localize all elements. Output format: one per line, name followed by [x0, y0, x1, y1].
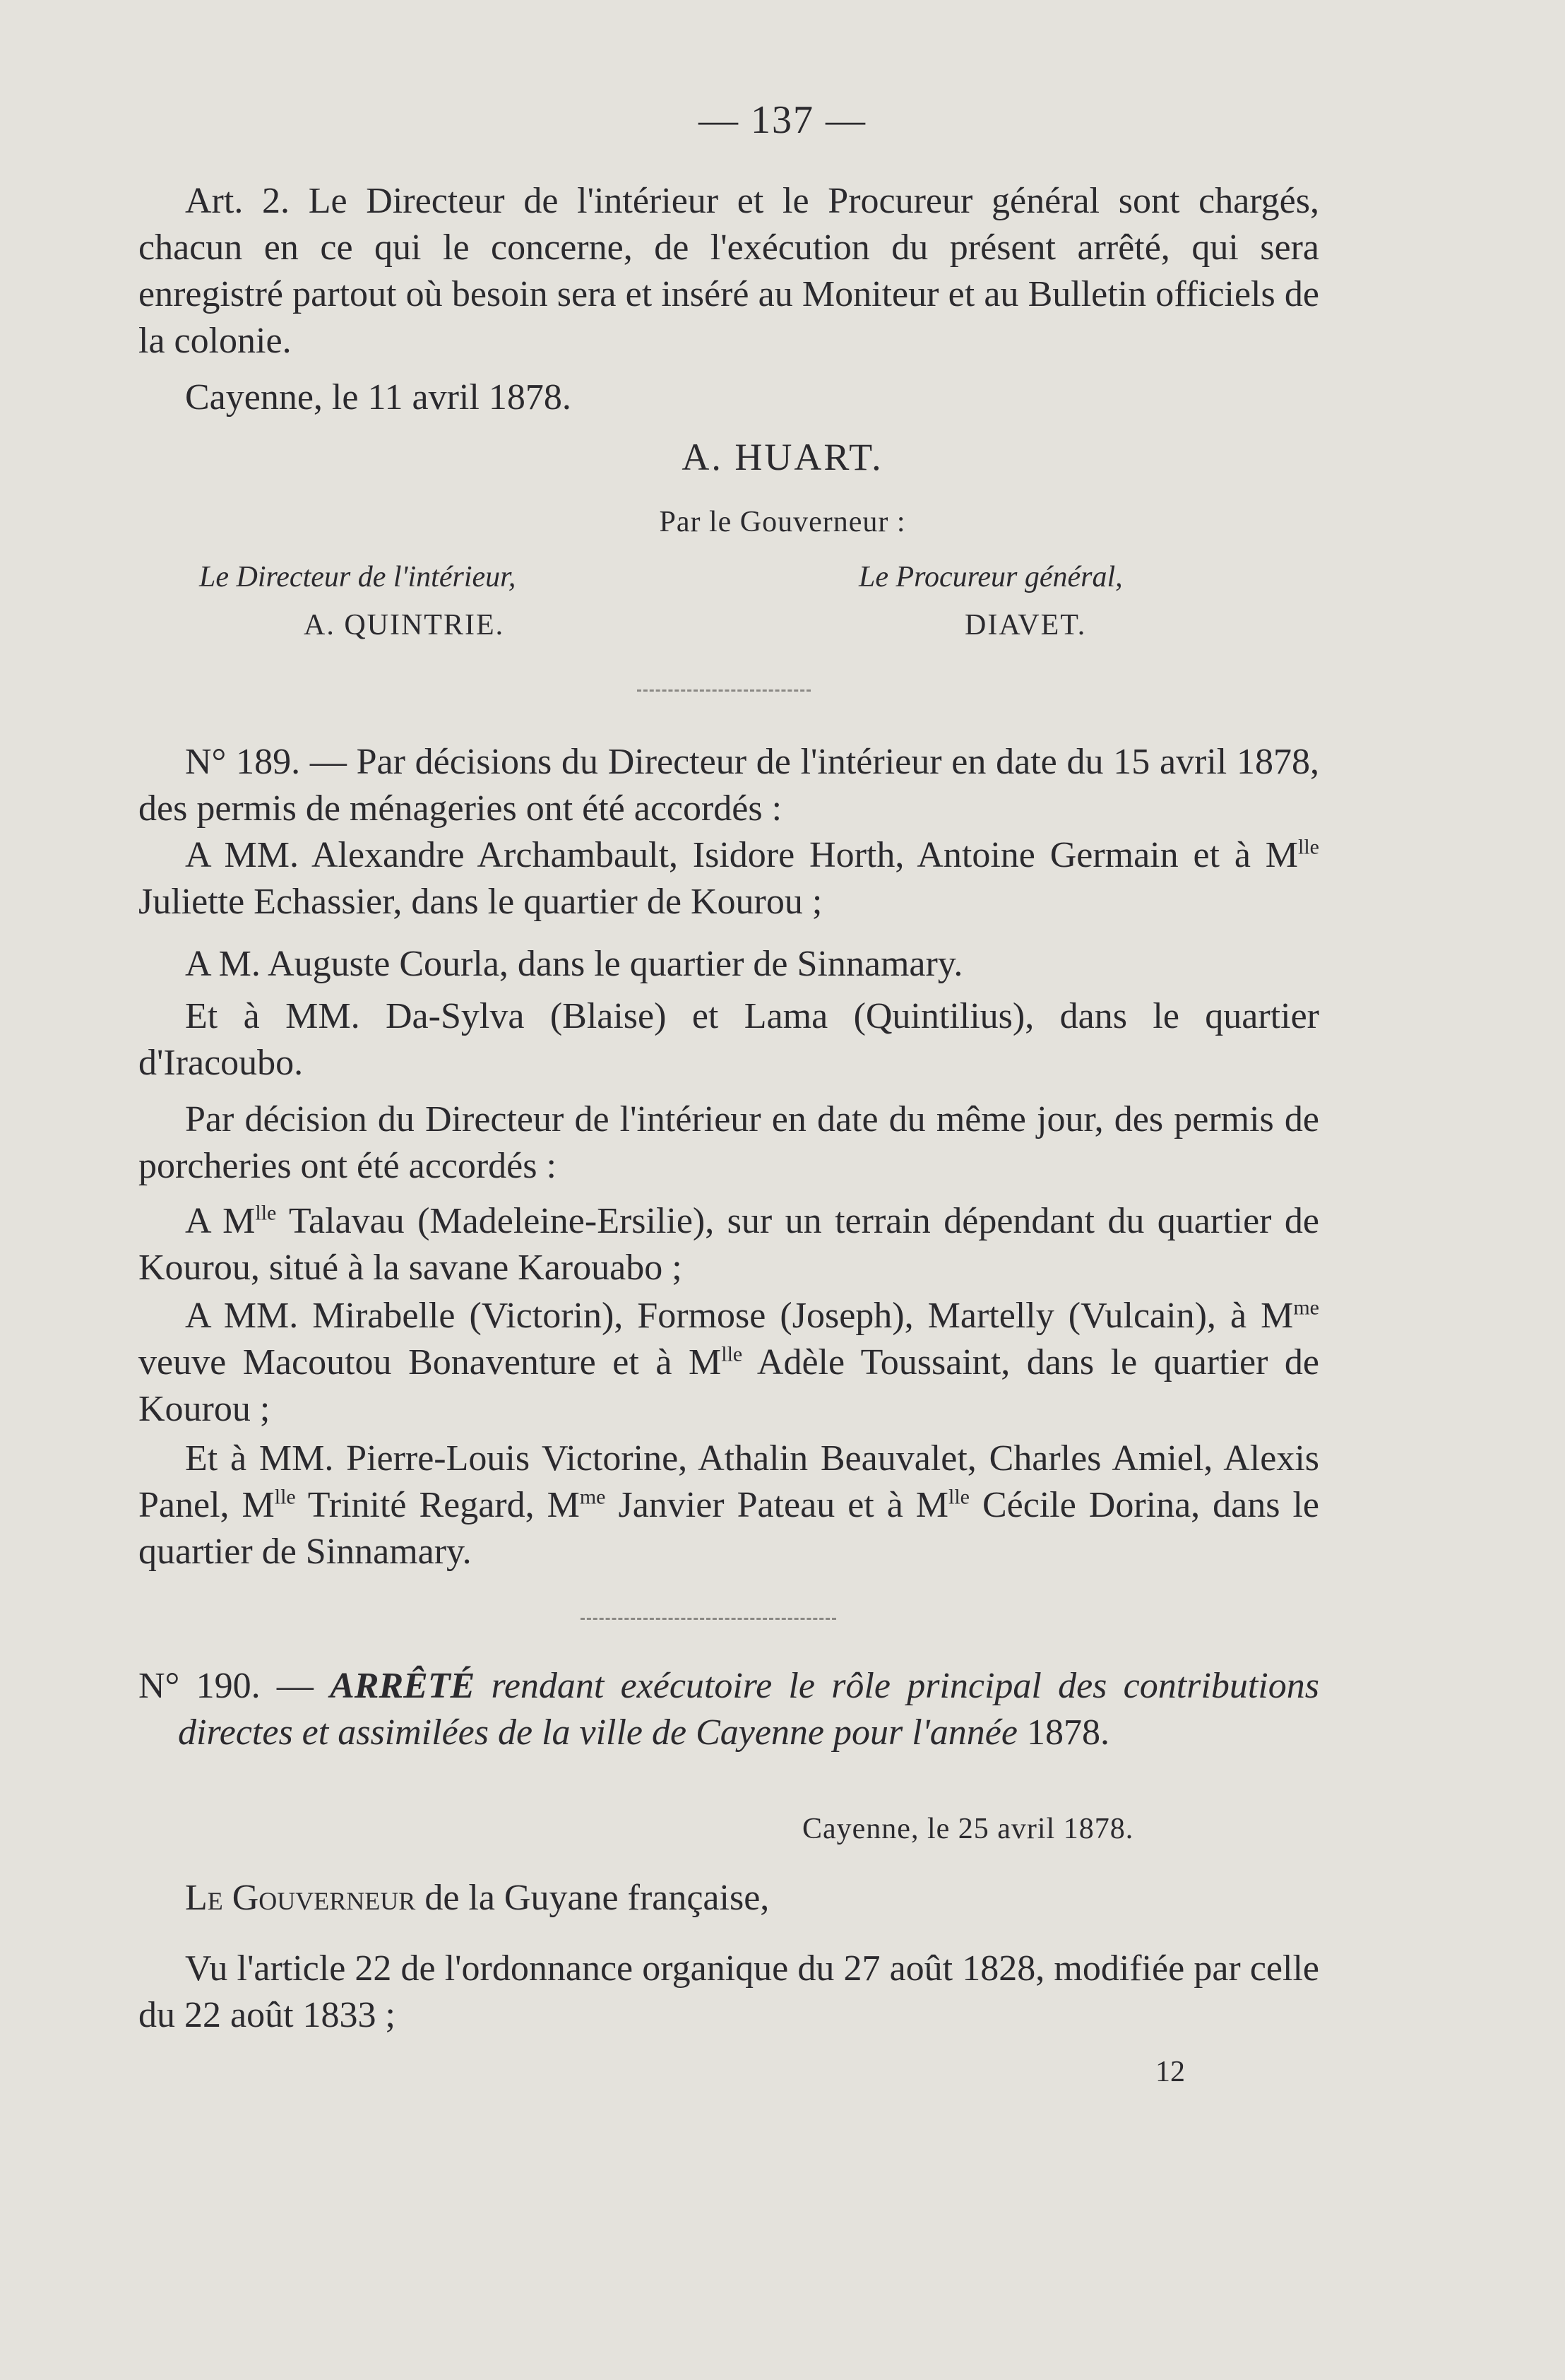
porcheries-item-1: [138, 1198, 1319, 1291]
p3-text-b: Talavau (Madeleine-Ersilie), sur un terrain dépendant du quartier de Kourou, situé à la savane Karouabo ;: [138, 1201, 1319, 1288]
p3-sup: lle: [255, 1201, 277, 1225]
gouverneur-rest: de la Guyane française,: [415, 1878, 770, 1918]
p5-text-d: Cécile Dorina, dans le quartier de Sinnamary.: [138, 1485, 1319, 1572]
p4-text-c: Adèle Toussaint, dans le quartier de Kourou ;: [138, 1342, 1319, 1429]
directeur-name: A. QUINTRIE.: [304, 609, 505, 641]
governor-signature: A. HUART.: [682, 436, 883, 478]
decision-189-item-2: A M. Auguste Courla, dans le quartier de Sinnamary.: [185, 944, 963, 984]
p5-text-b: Trinité Regard, M: [295, 1485, 580, 1525]
p4-sup-1: me: [1293, 1296, 1319, 1320]
arrete-190-year: 1878.: [1026, 1712, 1109, 1753]
decision-189-intro-text: — Par décisions du Directeur de l'intérieur en date du 15 avril 1878, des permis de ménageries ont été accordés :: [138, 742, 1319, 829]
par-le-gouverneur: Par le Gouverneur :: [659, 506, 906, 538]
p3-text-a: A M: [185, 1201, 256, 1241]
p5-text-a: Et à MM. Pierre-Louis Victorine, Athalin Beauvalet, Charles Amiel, Alexis Panel, M: [138, 1438, 1319, 1525]
arrete-190-title-bold: ARRÊTÉ: [330, 1666, 475, 1706]
vu-paragraph: Vu l'article 22 de l'ordonnance organique du 27 août 1828, modifiée par celle du 22 août 1833 ;: [138, 1948, 1319, 2035]
item-1-sup: lle: [1298, 835, 1319, 859]
p4-text-b: veuve Macoutou Bonaventure et à M: [138, 1342, 722, 1383]
porcheries-item-3: [138, 1435, 1319, 1575]
arrete-190-date: Cayenne, le 25 avril 1878.: [802, 1813, 1134, 1845]
arrete-190-dash: —: [260, 1666, 331, 1706]
porcheries-intro: Par décision du Directeur de l'intérieur en date du même jour, des permis de porcheries ont été accordés :: [138, 1099, 1319, 1186]
p5-text-c: Janvier Pateau et à M: [605, 1485, 948, 1525]
page-number: — 137 —: [698, 98, 867, 142]
directeur-title: Le Directeur de l'intérieur,: [199, 561, 516, 593]
p5-sup-1: lle: [274, 1485, 296, 1509]
decision-189-number: N° 189.: [185, 742, 301, 782]
arrete-190-heading: [138, 1663, 1319, 1756]
procureur-name: DIAVET.: [965, 609, 1087, 641]
signature-mark: 12: [1155, 2056, 1185, 2088]
signing-date: Cayenne, le 11 avril 1878.: [185, 377, 571, 418]
decision-189-item-3: Et à MM. Da-Sylva (Blaise) et Lama (Quintilius), dans le quartier d'Iracoubo.: [138, 996, 1319, 1083]
arrete-190-title-rest: rendant exécutoire le rôle principal des contributions directes et assimilées de la ville de Cayenne pour l'année: [178, 1666, 1319, 1753]
procureur-title: Le Procureur général,: [859, 561, 1123, 593]
decision-189-item-1: [138, 832, 1319, 925]
p4-text-a: A MM. Mirabelle (Victorin), Formose (Joseph), Martelly (Vulcain), à M: [185, 1296, 1294, 1336]
p4-sup-2: lle: [721, 1342, 743, 1366]
decision-189-intro: [138, 739, 1319, 832]
gouverneur-line: [138, 1875, 1319, 1922]
section-divider: [637, 689, 811, 692]
item-1-text-a: A MM. Alexandre Archambault, Isidore Horth, Antoine Germain et à M: [185, 835, 1298, 875]
p5-sup-2: me: [579, 1485, 606, 1509]
article-2-paragraph: Art. 2. Le Directeur de l'intérieur et le Procureur général sont chargés, chacun en ce qui le concerne, de l'exécution du présent arrêté, qui sera enregistré partout où besoin sera et inséré au Moniteur et au Bulletin officiels de la colonie.: [138, 181, 1319, 361]
section-divider-2: [581, 1618, 836, 1620]
arrete-190-number: N° 190.: [138, 1666, 261, 1706]
gouverneur-label: Le Gouverneur: [185, 1878, 416, 1918]
porcheries-item-2: [138, 1293, 1319, 1433]
item-1-text-b: Juliette Echassier, dans le quartier de Kourou ;: [138, 882, 823, 922]
p5-sup-3: lle: [948, 1485, 970, 1509]
